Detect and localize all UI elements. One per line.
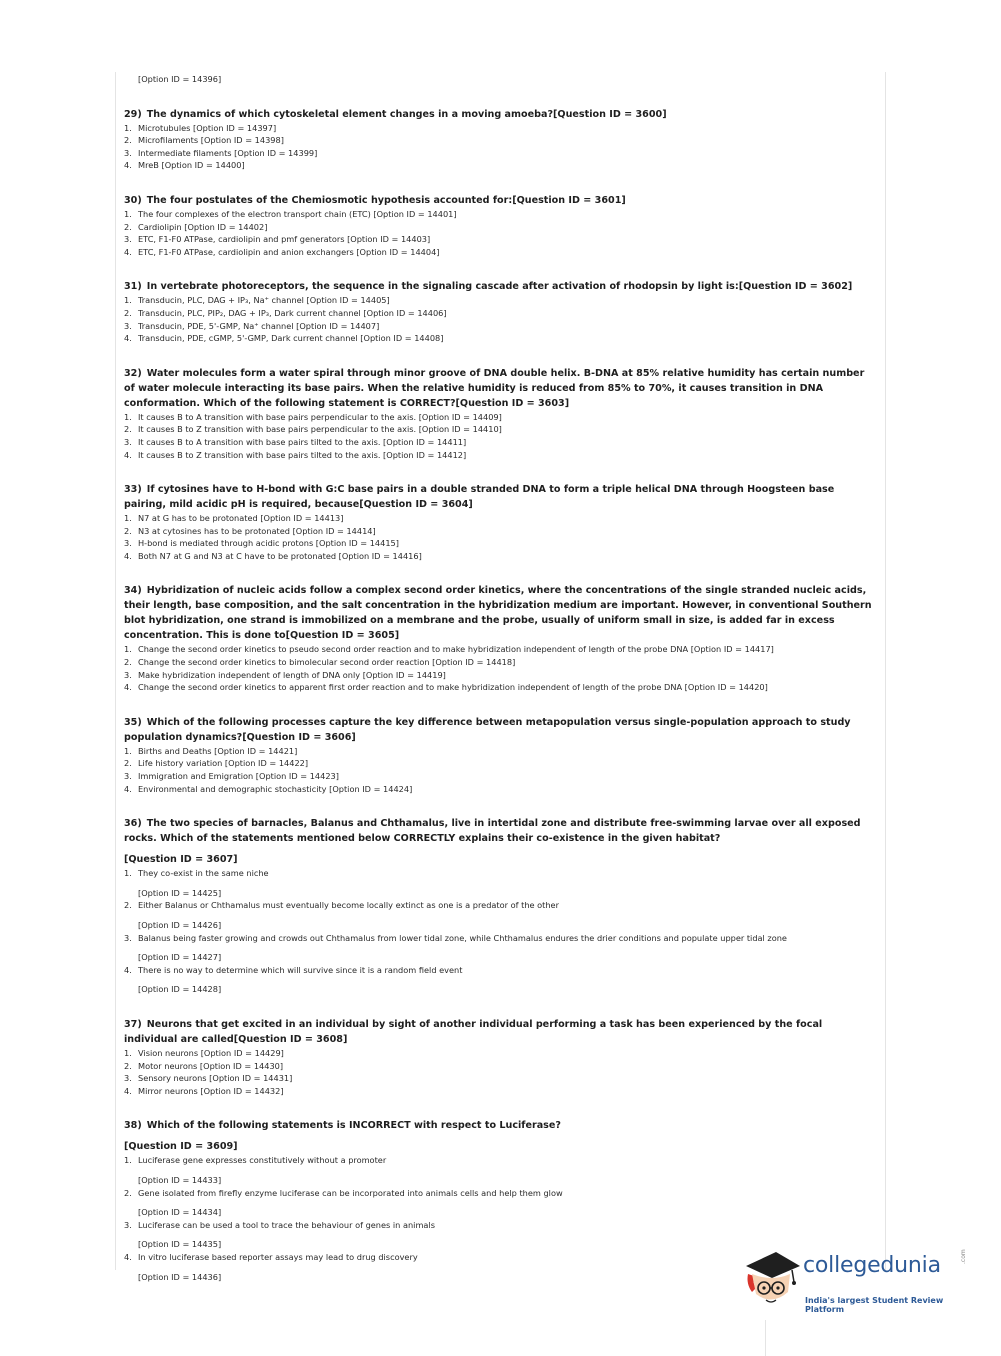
option-id: [Option ID = 14433] (138, 1174, 222, 1185)
option-number: 3. (124, 771, 132, 782)
option-text: Immigration and Emigration [Option ID = 14423] (138, 771, 339, 782)
option-text: Births and Deaths [Option ID = 14421] (138, 745, 298, 756)
mascot-icon (742, 1248, 802, 1312)
option-item (124, 550, 876, 563)
option-text: Change the second order kinetics to bimolecular second order reaction [Option ID = 14418] (138, 657, 516, 668)
option-number: 2. (124, 221, 132, 232)
option-item (124, 525, 876, 538)
option-text: It causes B to Z transition with base pairs tilted to the axis. [Option ID = 14412] (138, 449, 467, 460)
logo-dotcom: .com (960, 1249, 967, 1264)
option-number: 3. (124, 538, 132, 549)
question-number: 35) (124, 716, 142, 728)
option-number: 3. (124, 320, 132, 331)
question-36 (124, 816, 876, 996)
carried-over-option-id: [Option ID = 14396] (138, 74, 222, 84)
left-margin-rule (115, 72, 116, 1270)
option-text: Change the second order kinetics to pseudo second order reaction and to make hybridization independent of length of the probe DNA [Option ID = 14417] (138, 644, 774, 655)
option-number: 4. (124, 449, 132, 460)
option-number: 1. (124, 1047, 132, 1058)
option-item (124, 770, 876, 783)
option-id: [Option ID = 14435] (138, 1239, 222, 1250)
question-number: 32) (124, 367, 142, 379)
option-number: 2. (124, 1060, 132, 1071)
option-item (124, 332, 876, 345)
logo-tagline: India's largest Student Review Platform (805, 1296, 944, 1314)
option-number: 1. (124, 1155, 132, 1166)
option-number: 1. (124, 411, 132, 422)
option-item (124, 294, 876, 307)
option-item (124, 745, 876, 758)
option-text: There is no way to determine which will survive since it is a random field event (138, 964, 463, 975)
question-37 (124, 1017, 876, 1097)
option-text: ETC, F1-F0 ATPase, cardiolipin and pmf generators [Option ID = 14403] (138, 234, 431, 245)
question-stem (124, 366, 876, 411)
option-id: [Option ID = 14425] (138, 887, 222, 898)
option-text: Sensory neurons [Option ID = 14431] (138, 1073, 293, 1084)
option-list (124, 122, 876, 172)
question-number: 33) (124, 484, 142, 496)
option-item (124, 134, 876, 147)
option-item (124, 537, 876, 550)
footer-rule (765, 1320, 766, 1356)
option-text: In vitro luciferase based reporter assays may lead to drug discovery (138, 1251, 418, 1262)
option-item (124, 221, 876, 234)
option-item (124, 681, 876, 694)
option-number: 4. (124, 682, 132, 693)
question-stem (124, 715, 876, 745)
question-stem (124, 1017, 876, 1047)
option-number: 2. (124, 424, 132, 435)
option-number: 2. (124, 657, 132, 668)
option-item (124, 783, 876, 796)
option-text: Gene isolated from firefly enzyme luciferase can be incorporated into animals cells and help them glow (138, 1187, 563, 1198)
option-text: Transducin, PDE, 5'-GMP, Na⁺ channel [Option ID = 14407] (138, 320, 380, 331)
right-margin-rule (885, 72, 886, 1270)
option-text: Transducin, PDE, cGMP, 5'-GMP, Dark current channel [Option ID = 14408] (138, 333, 444, 344)
question-id: [Question ID = 3607] (124, 854, 238, 866)
collegedunia-logo[interactable] (742, 1248, 972, 1312)
option-list (124, 1047, 876, 1097)
question-35 (124, 715, 876, 795)
option-item (124, 964, 876, 996)
question-text: Which of the following statements is INCORRECT with respect to Luciferase? (146, 1120, 561, 1132)
option-text: Luciferase can be used a tool to trace the behaviour of genes in animals (138, 1219, 435, 1230)
question-number: 31) (124, 281, 142, 293)
question-text: Hybridization of nucleic acids follow a complex second order kinetics, where the concentrations of the single stranded nucleic acids, their length, base composition, and the salt concentration in the hybridization medium are important. However, in conventional Southern blot hybridization, one strand is immobilized on a membrane and the probe, usually of uniform small in size, is added far in excess concentration. This is done to[Question ID = 3605] (124, 585, 872, 642)
option-id: [Option ID = 14434] (138, 1207, 222, 1218)
option-text: Change the second order kinetics to apparent first order reaction and to make hybridization independent of length of the probe DNA [Option ID = 14420] (138, 682, 768, 693)
logo-wordmark: collegedunia (803, 1253, 941, 1278)
option-item (124, 1085, 876, 1098)
option-item (124, 669, 876, 682)
option-list (124, 294, 876, 344)
option-number: 2. (124, 307, 132, 318)
option-item (124, 656, 876, 669)
question-29 (124, 107, 876, 172)
option-id: [Option ID = 14436] (138, 1271, 222, 1282)
option-number: 1. (124, 295, 132, 306)
question-number: 30) (124, 194, 142, 206)
option-text: It causes B to A transition with base pairs tilted to the axis. [Option ID = 14411] (138, 436, 467, 447)
question-33 (124, 482, 876, 562)
option-number: 1. (124, 745, 132, 756)
option-item (124, 1047, 876, 1060)
question-31 (124, 279, 876, 344)
option-text: They co-exist in the same niche (138, 868, 269, 879)
option-item (124, 320, 876, 333)
option-item (124, 233, 876, 246)
option-list (124, 867, 876, 996)
option-number: 2. (124, 758, 132, 769)
question-34 (124, 583, 876, 693)
option-number: 3. (124, 436, 132, 447)
question-text: Neurons that get excited in an individual by sight of another individual performing a task has been experienced by the focal individual are called[Question ID = 3608] (124, 1018, 823, 1045)
option-number: 3. (124, 669, 132, 680)
option-item (124, 147, 876, 160)
option-text: H-bond is mediated through acidic protons [Option ID = 14415] (138, 538, 399, 549)
option-text: Luciferase gene expresses constitutively without a promoter (138, 1155, 387, 1166)
option-list (124, 643, 876, 693)
question-number: 34) (124, 585, 142, 597)
question-number: 29) (124, 108, 142, 120)
option-item (124, 1060, 876, 1073)
option-item (124, 932, 876, 964)
option-item (124, 757, 876, 770)
option-text: Intermediate filaments [Option ID = 14399] (138, 147, 318, 158)
option-text: Cardiolipin [Option ID = 14402] (138, 221, 268, 232)
option-number: 1. (124, 644, 132, 655)
question-text: Which of the following processes capture the key difference between metapopulation versus single-population approach to study population dynamics?[Question ID = 3606] (124, 716, 851, 743)
question-number: 37) (124, 1018, 142, 1030)
option-item (124, 899, 876, 931)
option-number: 4. (124, 246, 132, 257)
option-item (124, 1187, 876, 1219)
option-item (124, 643, 876, 656)
question-stem (124, 193, 876, 208)
option-text: N7 at G has to be protonated [Option ID = 14413] (138, 513, 344, 524)
option-text: It causes B to Z transition with base pairs perpendicular to the axis. [Option ID = 14410] (138, 424, 502, 435)
option-number: 2. (124, 525, 132, 536)
question-stem (124, 482, 876, 512)
option-text: Both N7 at G and N3 at C have to be protonated [Option ID = 14416] (138, 550, 422, 561)
option-item (124, 208, 876, 221)
option-text: N3 at cytosines has to be protonated [Option ID = 14414] (138, 525, 376, 536)
question-text: The two species of barnacles, Balanus and Chthamalus, live in intertidal zone and distribute free-swimming larvae over all exposed rocks. Which of the statements mentioned below CORRECTLY explains their co-existence in the given habitat? (124, 818, 861, 845)
option-list (124, 208, 876, 258)
option-item (124, 122, 876, 135)
option-number: 3. (124, 1073, 132, 1084)
option-text: Microfilaments [Option ID = 14398] (138, 135, 284, 146)
option-item (124, 436, 876, 449)
question-text: In vertebrate photoreceptors, the sequence in the signaling cascade after activation of rhodopsin by light is:[Question ID = 3602] (146, 281, 853, 293)
option-text: The four complexes of the electron transport chain (ETC) [Option ID = 14401] (138, 208, 457, 219)
option-number: 4. (124, 550, 132, 561)
option-number: 4. (124, 160, 132, 171)
option-item (124, 1072, 876, 1085)
option-number: 1. (124, 868, 132, 879)
question-stem (124, 279, 876, 294)
option-number: 2. (124, 135, 132, 146)
option-item (124, 246, 876, 259)
option-item (124, 423, 876, 436)
option-number: 1. (124, 513, 132, 524)
question-stem (124, 1118, 876, 1133)
question-text: The four postulates of the Chemiosmotic hypothesis accounted for:[Question ID = 3601] (146, 194, 626, 206)
option-list (124, 745, 876, 795)
option-item (124, 512, 876, 525)
option-text: It causes B to A transition with base pairs perpendicular to the axis. [Option ID = 14409] (138, 411, 502, 422)
option-text: Make hybridization independent of length of DNA only [Option ID = 14419] (138, 669, 446, 680)
option-number: 2. (124, 1187, 132, 1198)
option-number: 1. (124, 208, 132, 219)
option-text: Balanus being faster growing and crowds out Chthamalus from lower tidal zone, while Chthamalus endures the drier conditions and populate upper tidal zone (138, 932, 787, 943)
question-text: Water molecules form a water spiral through minor groove of DNA double helix. B-DNA at 85% relative humidity has certain number of water molecule interacting its base pairs. When the relative humidity is reduced from 85% to 70%, it causes transition in DNA conformation. Which of the following statement is CORRECT?[Question ID = 3603] (124, 367, 865, 409)
option-text: Either Balanus or Chthamalus must eventually become locally extinct as one is a predator of the other (138, 900, 559, 911)
question-30 (124, 193, 876, 258)
option-item (124, 307, 876, 320)
option-text: Environmental and demographic stochasticity [Option ID = 14424] (138, 783, 413, 794)
option-item (124, 867, 876, 899)
question-32 (124, 366, 876, 461)
option-text: Microtubules [Option ID = 14397] (138, 122, 277, 133)
option-number: 1. (124, 122, 132, 133)
question-text: If cytosines have to H-bond with G:C base pairs in a double stranded DNA to form a triple helical DNA through Hoogsteen base pairing, mild acidic pH is required, because[Question ID = 3604] (124, 484, 835, 511)
option-number: 3. (124, 234, 132, 245)
question-stem (124, 107, 876, 122)
option-number: 3. (124, 1219, 132, 1230)
option-number: 4. (124, 964, 132, 975)
option-list (124, 411, 876, 461)
option-item (124, 411, 876, 424)
option-id: [Option ID = 14428] (138, 984, 222, 995)
option-id: [Option ID = 14426] (138, 920, 222, 930)
option-text: Transducin, PLC, PIP₂, DAG + IP₃, Dark current channel [Option ID = 14406] (138, 307, 447, 318)
question-text: The dynamics of which cytoskeletal element changes in a moving amoeba?[Question ID = 3600] (146, 108, 667, 120)
option-number: 4. (124, 333, 132, 344)
option-id: [Option ID = 14427] (138, 952, 222, 963)
question-number: 36) (124, 818, 142, 830)
option-number: 4. (124, 1251, 132, 1262)
question-stem (124, 583, 876, 643)
option-number: 4. (124, 783, 132, 794)
question-paper (124, 73, 876, 1283)
option-item (124, 1219, 876, 1251)
question-number: 38) (124, 1120, 142, 1132)
option-text: Mirror neurons [Option ID = 14432] (138, 1085, 284, 1096)
option-text: Transducin, PLC, DAG + IP₃, Na⁺ channel [Option ID = 14405] (138, 295, 390, 306)
option-text: Life history variation [Option ID = 14422] (138, 758, 309, 769)
option-text: Motor neurons [Option ID = 14430] (138, 1060, 284, 1071)
option-number: 3. (124, 147, 132, 158)
option-list (124, 512, 876, 562)
question-stem (124, 816, 876, 846)
option-item (124, 159, 876, 172)
option-number: 2. (124, 900, 132, 911)
option-number: 4. (124, 1085, 132, 1096)
option-text: Vision neurons [Option ID = 14429] (138, 1047, 284, 1058)
option-number: 3. (124, 932, 132, 943)
question-id: [Question ID = 3609] (124, 1141, 238, 1153)
option-text: ETC, F1-F0 ATPase, cardiolipin and anion exchangers [Option ID = 14404] (138, 246, 440, 257)
option-item (124, 1154, 876, 1186)
option-text: MreB [Option ID = 14400] (138, 160, 245, 171)
option-item (124, 449, 876, 462)
